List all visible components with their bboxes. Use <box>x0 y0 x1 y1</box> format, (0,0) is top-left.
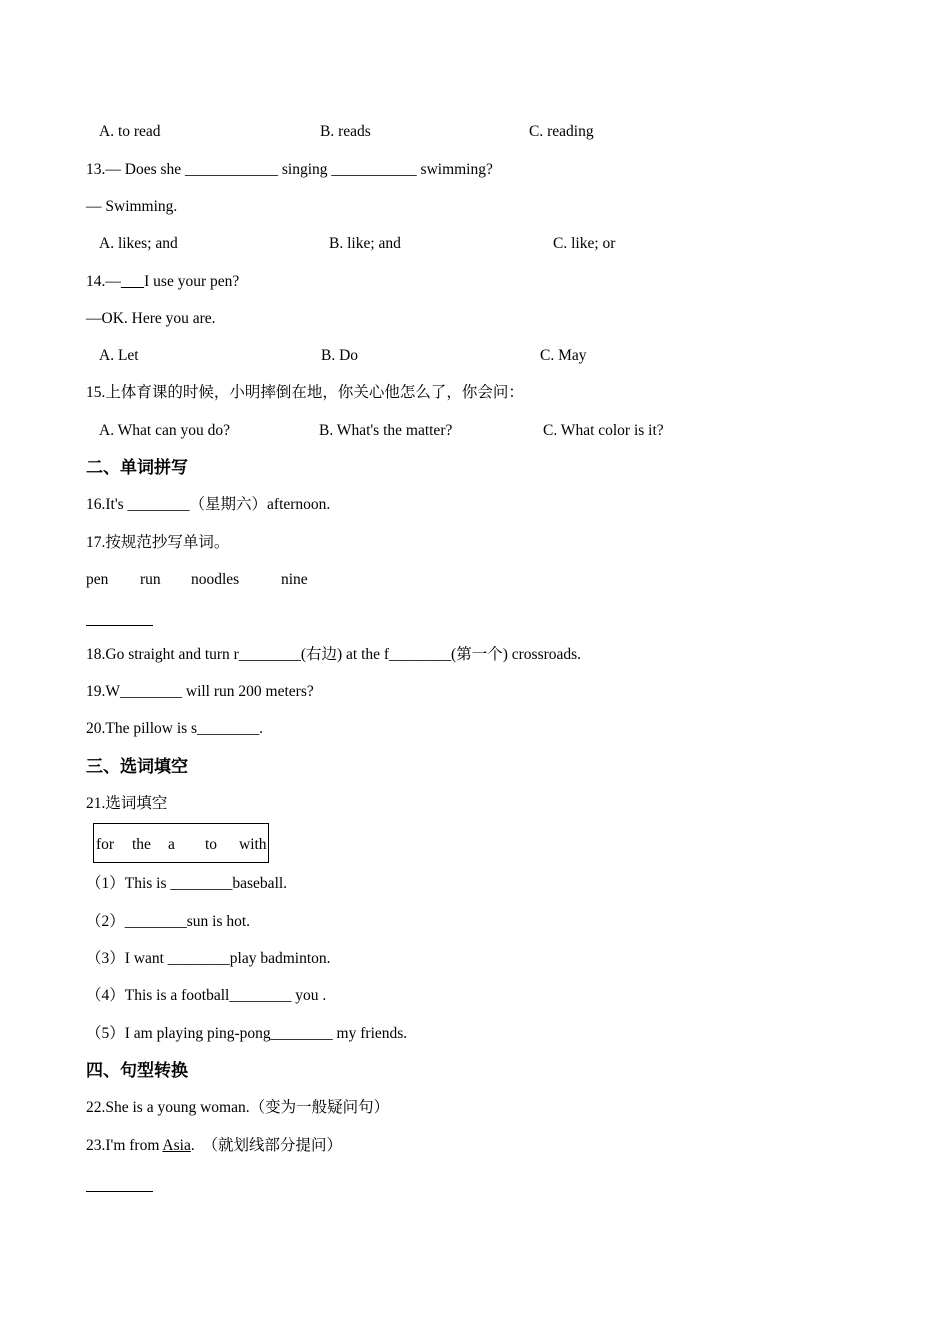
q14-blank <box>121 273 144 290</box>
q14-option-a: A. Let <box>99 347 139 364</box>
q14-answer: —OK. Here you are. <box>86 310 216 327</box>
q21-word-box <box>93 823 269 863</box>
q17-word-nine: nine <box>281 571 308 588</box>
q17-word-pen: pen <box>86 571 109 588</box>
box-word-a: a <box>168 836 175 853</box>
q13-option-b: B. like; and <box>329 235 401 252</box>
q13-answer: — Swimming. <box>86 198 178 215</box>
q21-item-4: （4）This is a football________ you . <box>86 987 327 1004</box>
q17-word-run: run <box>140 571 161 588</box>
q14-stem <box>86 272 239 292</box>
q21-stem: 21.选词填空 <box>86 795 168 812</box>
q21-item-2: （2）________sun is hot. <box>86 913 251 930</box>
q23-stem-prefix: 23.I'm from <box>86 1137 163 1154</box>
q19-stem: 19.W________ will run 200 meters? <box>86 683 314 700</box>
q15-option-a: A. What can you do? <box>99 422 230 439</box>
q15-stem: 15.上体育课的时候，小明摔倒在地，你关心他怎么了，你会问： <box>86 384 524 401</box>
box-word-with: with <box>239 836 267 853</box>
q16-stem: 16.It's ________（星期六）afternoon. <box>86 496 331 513</box>
q15-option-b: B. What's the matter? <box>319 422 453 439</box>
q23-stem-suffix: . （就划线部分提问） <box>190 1137 342 1154</box>
q23-answer-line <box>86 1191 153 1192</box>
q14-option-b: B. Do <box>321 347 359 364</box>
q17-answer-line <box>86 625 153 626</box>
q23-underlined-word: Asia <box>162 1137 191 1154</box>
box-word-the: the <box>132 836 151 853</box>
q14-option-c: C. May <box>540 347 587 364</box>
q23-stem <box>86 1136 342 1156</box>
q14-stem-suffix: I use your pen? <box>144 273 240 290</box>
section-4-title: 四、句型转换 <box>86 1061 188 1081</box>
q21-item-3: （3）I want ________play badminton. <box>86 950 331 967</box>
q17-stem: 17.按规范抄写单词。 <box>86 534 230 551</box>
q13-stem: 13.— Does she ____________ singing ___________ swimming? <box>86 161 493 178</box>
q15-option-c: C. What color is it? <box>543 422 664 439</box>
q13-option-a: A. likes; and <box>99 235 178 252</box>
q18-stem: 18.Go straight and turn r________(右边) at the f________(第一个) crossroads. <box>86 646 582 663</box>
box-word-for: for <box>96 836 115 853</box>
q22-stem: 22.She is a young woman.（变为一般疑问句） <box>86 1099 390 1116</box>
q12-option-a: A. to read <box>99 123 161 140</box>
q17-word-noodles: noodles <box>191 571 240 588</box>
box-word-to: to <box>205 836 218 853</box>
q21-item-5: （5）I am playing ping-pong________ my friends. <box>86 1025 408 1042</box>
section-3-title: 三、选词填空 <box>86 757 188 777</box>
q21-item-1: （1）This is ________baseball. <box>86 875 288 892</box>
q12-option-c: C. reading <box>529 123 594 140</box>
q13-option-c: C. like; or <box>553 235 616 252</box>
q14-stem-prefix: 14.— <box>86 273 121 290</box>
q12-option-b: B. reads <box>320 123 371 140</box>
section-2-title: 二、单词拼写 <box>86 458 188 478</box>
q20-stem: 20.The pillow is s________. <box>86 720 263 737</box>
